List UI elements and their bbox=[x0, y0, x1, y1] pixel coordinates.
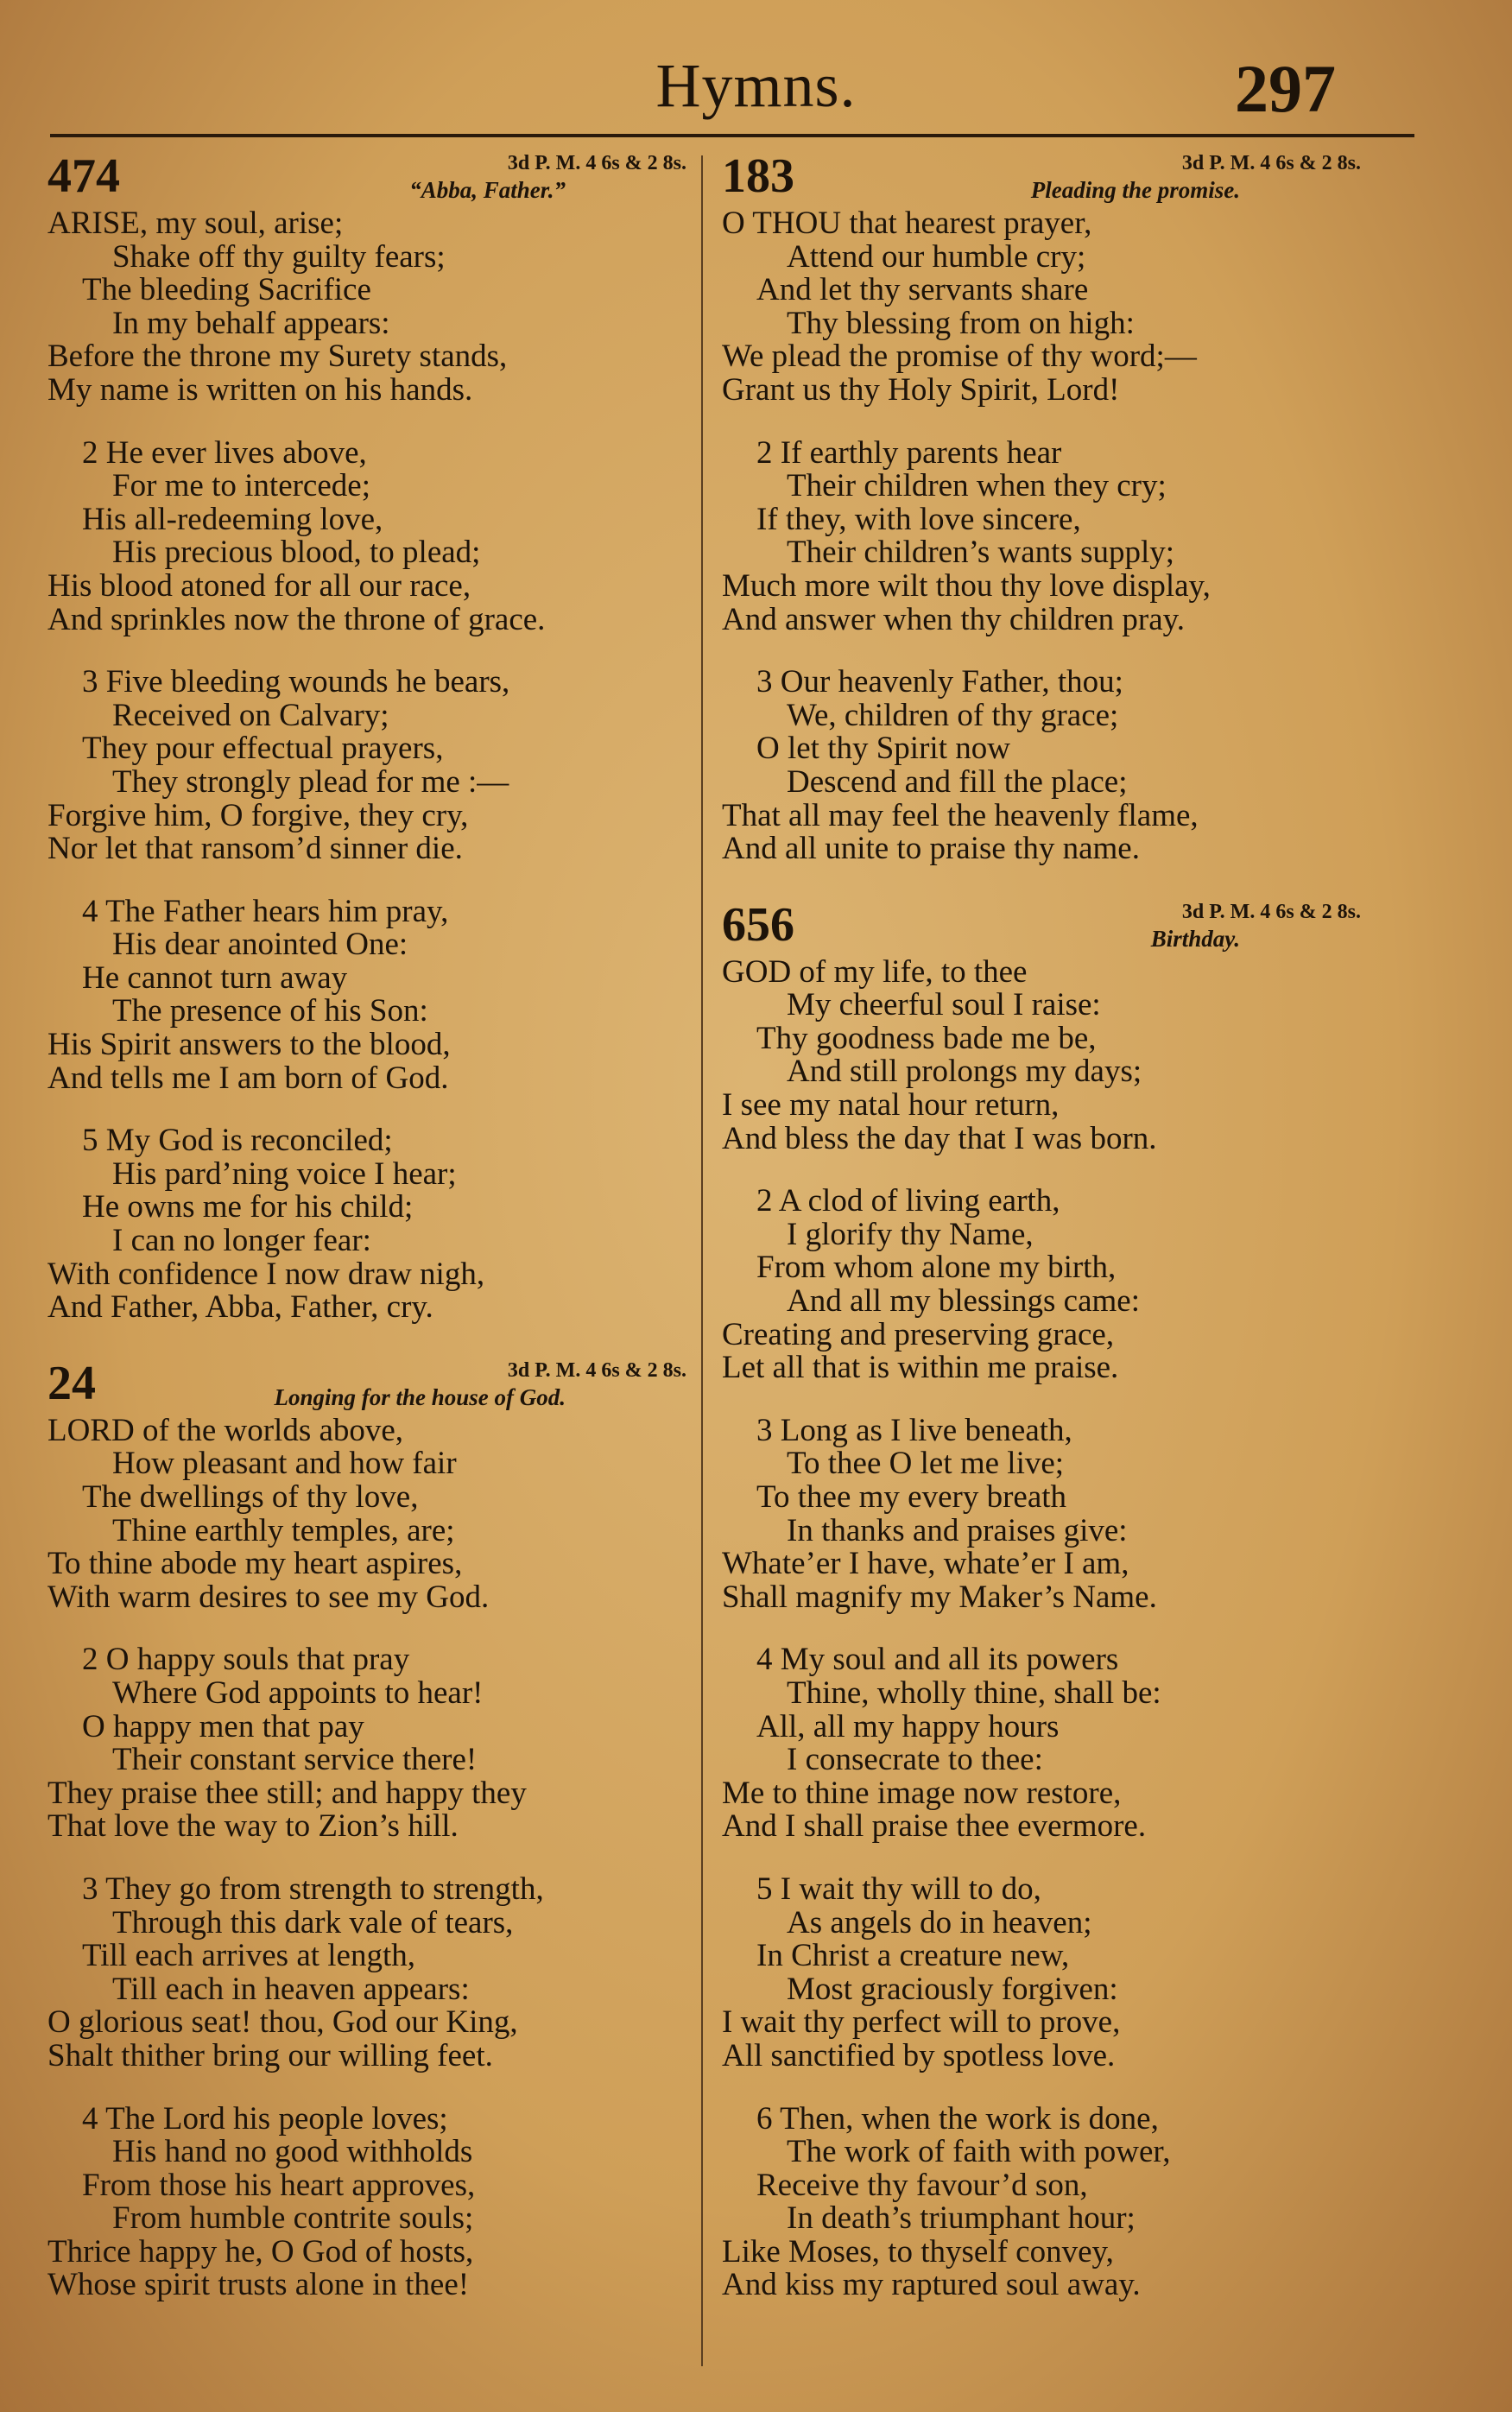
column-divider bbox=[701, 155, 703, 2366]
hymn-line: 3 Our heavenly Father, thou; bbox=[756, 664, 1123, 700]
hymn-line: In thanks and praises give: bbox=[787, 1512, 1128, 1548]
hymn-line: And Father, Abba, Father, cry. bbox=[47, 1289, 433, 1326]
hymn-meter: 3d P. M. 4 6s & 2 8s. bbox=[507, 152, 686, 174]
hymn-line: The work of faith with power, bbox=[787, 2134, 1171, 2170]
stanza bbox=[47, 666, 686, 866]
stanza bbox=[47, 893, 686, 1096]
hymn-line: And kiss my raptured soul away. bbox=[722, 2267, 1141, 2303]
hymn-line: I glorify thy Name, bbox=[787, 1216, 1034, 1252]
hymn-line: Receive thy favour’d son, bbox=[756, 2167, 1088, 2203]
hymn-line: 5 My God is reconciled; bbox=[82, 1123, 393, 1159]
stanza bbox=[722, 1643, 1361, 1844]
stanza bbox=[47, 434, 686, 637]
hymn-line: Thy blessing from on high: bbox=[787, 305, 1135, 341]
hymn-line: 3 Five bleeding wounds he bears, bbox=[82, 664, 510, 700]
hymn-line: Like Moses, to thyself convey, bbox=[722, 2233, 1114, 2270]
hymn-number: 183 bbox=[722, 149, 794, 203]
hymn-line: 2 If earthly parents hear bbox=[756, 434, 1062, 471]
stanza bbox=[47, 1412, 686, 1615]
hymn-line: 3 They go from strength to strength, bbox=[82, 1871, 544, 1907]
hymn-line: Whate’er I have, whate’er I am, bbox=[722, 1546, 1129, 1582]
hymn-line: And tells me I am born of God. bbox=[47, 1060, 449, 1096]
hymn-line: Through this dark vale of tears, bbox=[112, 1904, 514, 1940]
hymn-line: Thine earthly temples, are; bbox=[112, 1512, 455, 1548]
hymn-line: From humble contrite souls; bbox=[112, 2200, 474, 2237]
hymn-line: His precious blood, to plead; bbox=[112, 535, 481, 571]
hymn-line: Creating and preserving grace, bbox=[722, 1316, 1115, 1352]
hymn-line: His blood atoned for all our race, bbox=[47, 567, 471, 604]
stanza bbox=[722, 1412, 1361, 1615]
hymn-line: Let all that is within me praise. bbox=[722, 1350, 1119, 1386]
stanza bbox=[722, 434, 1361, 637]
hymn-title: “Abba, Father.” bbox=[409, 177, 566, 203]
right-column bbox=[722, 147, 1361, 2332]
hymn-line: The dwellings of thy love, bbox=[82, 1479, 419, 1515]
hymn-meter: 3d P. M. 4 6s & 2 8s. bbox=[1181, 152, 1361, 174]
hymn-line: Received on Calvary; bbox=[112, 697, 389, 733]
hymn-meter: 3d P. M. 4 6s & 2 8s. bbox=[1181, 900, 1361, 923]
page-number: 297 bbox=[1235, 51, 1336, 126]
hymn-line: To thee O let me live; bbox=[787, 1446, 1065, 1482]
hymn-line: How pleasant and how fair bbox=[112, 1446, 457, 1482]
hymn-line: Where God appoints to hear! bbox=[112, 1674, 484, 1711]
stanza bbox=[722, 207, 1361, 408]
hymn-line: Me to thine image now restore, bbox=[722, 1775, 1122, 1811]
stanza bbox=[722, 953, 1361, 1156]
hymn-line: All, all my happy hours bbox=[756, 1708, 1060, 1744]
hymn-line: Grant us thy Holy Spirit, Lord! bbox=[722, 371, 1120, 408]
hymn-line: From those his heart approves, bbox=[82, 2167, 476, 2203]
hymn bbox=[722, 147, 1361, 866]
hymn-line: Till each arrives at length, bbox=[82, 1938, 416, 1974]
hymn-line: From whom alone my birth, bbox=[756, 1250, 1117, 1286]
hymn-number: 656 bbox=[722, 897, 794, 952]
hymn-line: And answer when thy children pray. bbox=[722, 601, 1185, 637]
page-title: Hymns. bbox=[655, 51, 857, 120]
hymn-line: 3 Long as I live beneath, bbox=[756, 1412, 1072, 1448]
stanza bbox=[722, 1873, 1361, 2073]
hymn-line: To thee my every breath bbox=[756, 1479, 1067, 1515]
hymn-line: In death’s triumphant hour; bbox=[787, 2200, 1136, 2237]
hymn-line: They praise thee still; and happy they bbox=[47, 1775, 527, 1811]
hymn-line: We, children of thy grace; bbox=[787, 697, 1119, 733]
hymn-header bbox=[722, 147, 1361, 207]
hymn-line: And all unite to praise thy name. bbox=[722, 831, 1140, 867]
hymn-line: 2 O happy souls that pray bbox=[82, 1642, 410, 1678]
hymn-line: ARISE, my soul, arise; bbox=[47, 206, 344, 241]
hymn-line: I wait thy perfect will to prove, bbox=[722, 2004, 1121, 2041]
hymn-line: With warm desires to see my God. bbox=[47, 1579, 490, 1615]
hymn-line: GOD of my life, to thee bbox=[722, 953, 1028, 990]
hymn-line: Their children when they cry; bbox=[787, 468, 1167, 504]
hymn-line: That love the way to Zion’s hill. bbox=[47, 1808, 459, 1845]
hymn-line: His Spirit answers to the blood, bbox=[47, 1027, 451, 1063]
hymn-header bbox=[47, 147, 686, 207]
hymn-line: We plead the promise of thy word;— bbox=[722, 339, 1197, 375]
hymn-line: 4 The Father hears him pray, bbox=[82, 893, 449, 929]
hymn-line: For me to intercede; bbox=[112, 468, 370, 504]
hymn-line: 2 He ever lives above, bbox=[82, 434, 367, 471]
hymn-line: My name is written on his hands. bbox=[47, 371, 473, 408]
hymn-line: In my behalf appears: bbox=[112, 305, 390, 341]
hymn-line: O let thy Spirit now bbox=[756, 731, 1010, 767]
hymn-line: Thine, wholly thine, shall be: bbox=[787, 1674, 1161, 1711]
hymn-line: His dear anointed One: bbox=[112, 927, 408, 963]
hymn-line: Before the throne my Surety stands, bbox=[47, 339, 508, 375]
hymn-title: Birthday. bbox=[1150, 925, 1240, 952]
hymn-header bbox=[47, 1354, 686, 1415]
hymn-line: Whose spirit trusts alone in thee! bbox=[47, 2267, 470, 2303]
hymn-line: 4 My soul and all its powers bbox=[756, 1642, 1119, 1678]
hymn-line: Their children’s wants supply; bbox=[787, 535, 1175, 571]
stanza bbox=[47, 2100, 686, 2303]
hymn-line: And I shall praise thee evermore. bbox=[722, 1808, 1147, 1845]
hymn-line: The presence of his Son: bbox=[112, 993, 428, 1029]
hymn-line: Shake off thy guilty fears; bbox=[112, 238, 446, 275]
hymn-line: Till each in heaven appears: bbox=[112, 1971, 470, 2007]
hymn-line: Thrice happy he, O God of hosts, bbox=[47, 2233, 474, 2270]
hymn-line: In Christ a creature new, bbox=[756, 1938, 1070, 1974]
hymn-line: Shalt thither bring our willing feet. bbox=[47, 2037, 493, 2073]
hymn-line: He cannot turn away bbox=[82, 959, 348, 996]
hymn-line: Their constant service there! bbox=[112, 1742, 478, 1778]
hymn-line: His hand no good withholds bbox=[112, 2134, 473, 2170]
hymn-line: Shall magnify my Maker’s Name. bbox=[722, 1579, 1157, 1615]
hymn-line: Descend and fill the place; bbox=[787, 763, 1128, 800]
left-column bbox=[47, 147, 686, 2332]
hymn-line: His pard’ning voice I hear; bbox=[112, 1155, 457, 1192]
hymn-line: And all my blessings came: bbox=[787, 1283, 1140, 1320]
hymn-line: Much more wilt thou thy love display, bbox=[722, 567, 1211, 604]
hymn-line: O glorious seat! thou, God our King, bbox=[47, 2004, 518, 2041]
stanza bbox=[47, 1873, 686, 2073]
hymn-line: I see my natal hour return, bbox=[722, 1087, 1060, 1124]
stanza bbox=[47, 1124, 686, 1325]
hymn-line: Forgive him, O forgive, they cry, bbox=[47, 797, 469, 833]
hymn-header bbox=[722, 896, 1361, 956]
hymn-line: His all-redeeming love, bbox=[82, 501, 383, 537]
hymn-line: They pour effectual prayers, bbox=[82, 731, 444, 767]
hymn-line: And bless the day that I was born. bbox=[722, 1120, 1157, 1156]
hymn-line: And sprinkles now the throne of grace. bbox=[47, 601, 546, 637]
hymn-line: O happy men that pay bbox=[82, 1708, 364, 1744]
hymn-line: That all may feel the heavenly flame, bbox=[722, 797, 1199, 833]
hymn-meter: 3d P. M. 4 6s & 2 8s. bbox=[507, 1358, 686, 1382]
hymn-line: Thy goodness bade me be, bbox=[756, 1020, 1097, 1056]
hymn bbox=[722, 896, 1361, 2302]
hymn-line: As angels do in heaven; bbox=[787, 1904, 1092, 1940]
stanza bbox=[722, 2100, 1361, 2303]
hymn-line: My cheerful soul I raise: bbox=[787, 987, 1101, 1023]
hymn-title: Pleading the promise. bbox=[1030, 177, 1240, 203]
hymn-line: With confidence I now draw nigh, bbox=[47, 1256, 485, 1292]
hymn-line: I consecrate to thee: bbox=[787, 1742, 1043, 1778]
stanza bbox=[47, 207, 686, 408]
hymn-line: To thine abode my heart aspires, bbox=[47, 1546, 463, 1582]
hymn-line: 2 A clod of living earth, bbox=[756, 1183, 1060, 1219]
hymn-line: If they, with love sincere, bbox=[756, 501, 1081, 537]
hymn-line: And still prolongs my days; bbox=[787, 1054, 1142, 1090]
hymn-number: 24 bbox=[47, 1356, 96, 1410]
hymn-line: All sanctified by spotless love. bbox=[722, 2037, 1116, 2073]
hymn-line: LORD of the worlds above, bbox=[47, 1412, 404, 1448]
hymn-line: And let thy servants share bbox=[756, 272, 1089, 308]
stanza bbox=[722, 1185, 1361, 1385]
hymn-line: 4 The Lord his people loves; bbox=[82, 2100, 448, 2137]
hymn bbox=[47, 147, 686, 1325]
hymn-line: Nor let that ransom’d sinner die. bbox=[47, 831, 463, 867]
hymn-title: Longing for the house of God. bbox=[274, 1383, 566, 1410]
stanza bbox=[722, 666, 1361, 866]
hymn bbox=[47, 1354, 686, 2302]
header-rule bbox=[50, 134, 1414, 137]
hymn-line: 5 I wait thy will to do, bbox=[756, 1871, 1041, 1907]
hymn-line: They strongly plead for me :— bbox=[112, 763, 509, 800]
hymn-line: 6 Then, when the work is done, bbox=[756, 2100, 1159, 2137]
hymn-number: 474 bbox=[47, 149, 120, 203]
hymn-line: Most graciously forgiven: bbox=[787, 1971, 1118, 2007]
hymn-line: He owns me for his child; bbox=[82, 1189, 414, 1225]
hymn-line: The bleeding Sacrifice bbox=[82, 272, 371, 308]
hymn-line: I can no longer fear: bbox=[112, 1223, 371, 1259]
hymn-line: O THOU that hearest prayer, bbox=[722, 206, 1092, 241]
hymn-line: Attend our humble cry; bbox=[787, 238, 1086, 275]
stanza bbox=[47, 1643, 686, 1844]
